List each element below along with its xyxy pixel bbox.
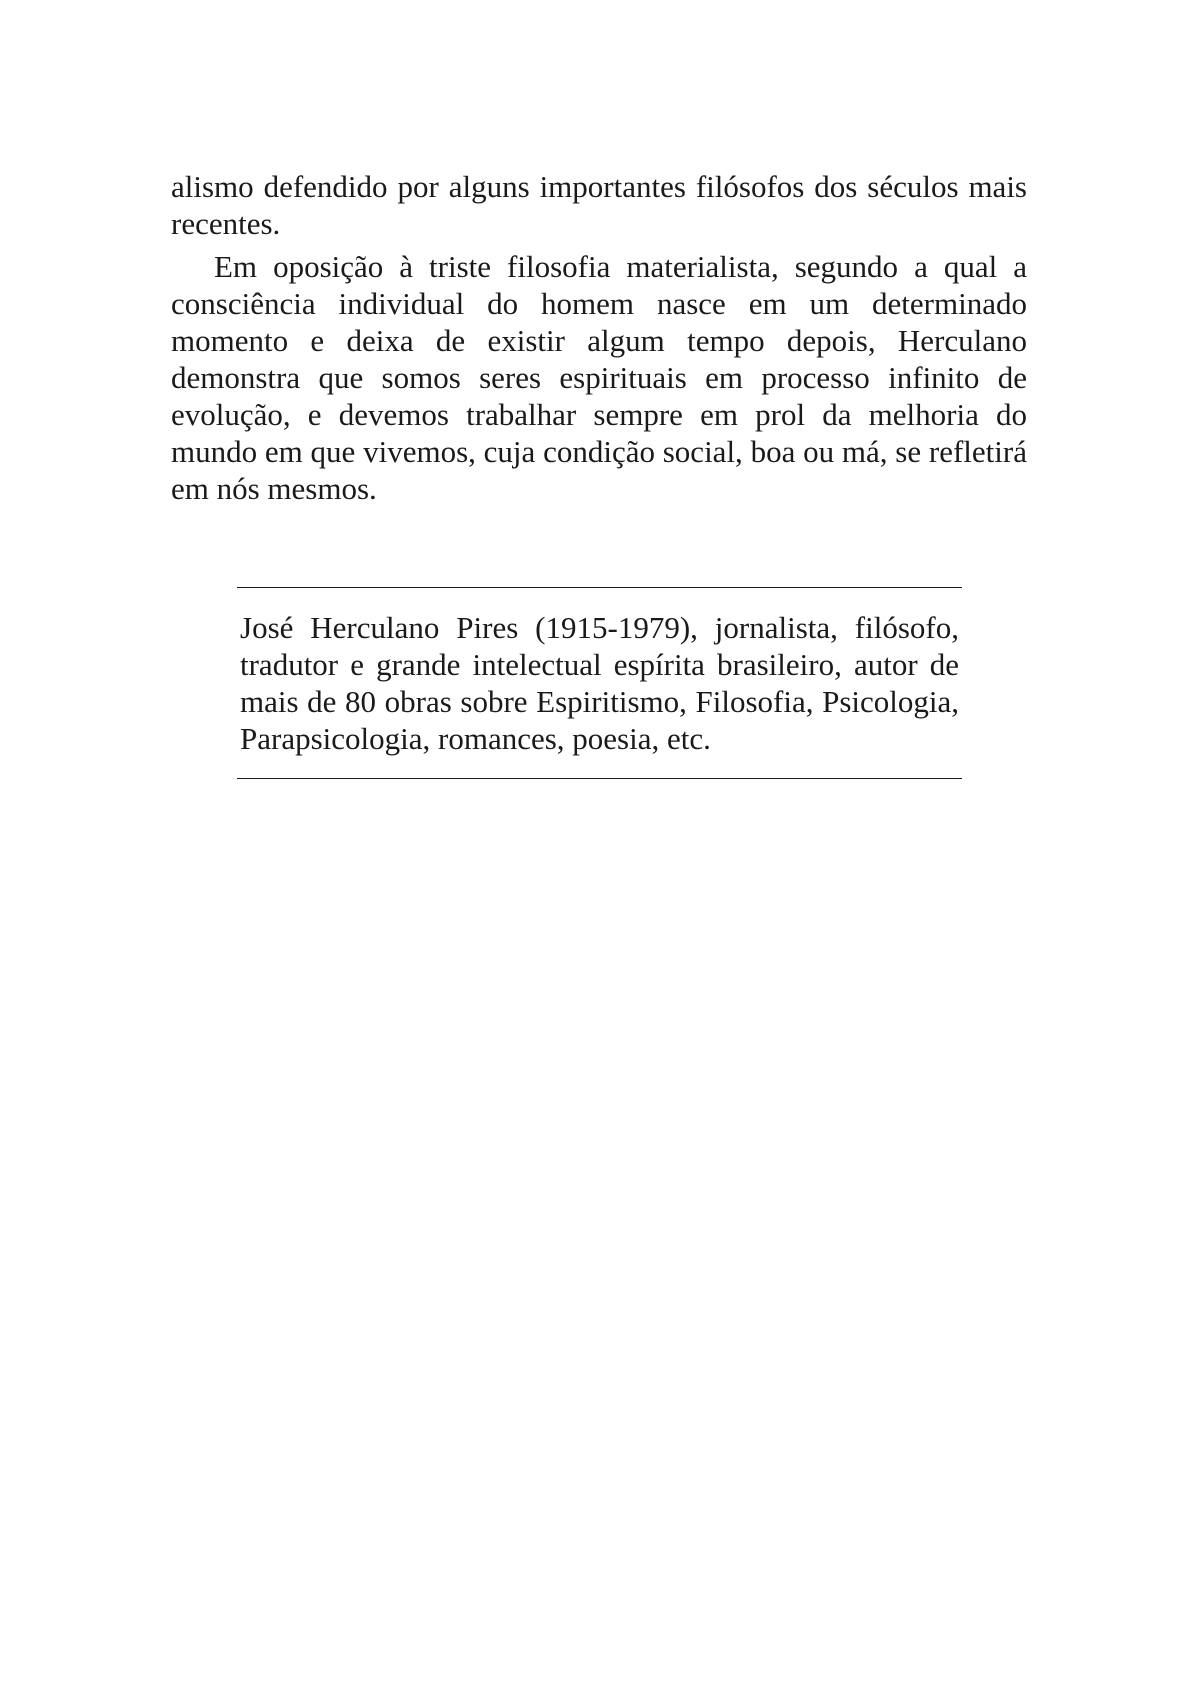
author-bio-box [237, 587, 962, 779]
body-text [171, 168, 1027, 507]
paragraph-continuation: alismo defendido por alguns importantes filósofos dos séculos mais recentes. [171, 169, 1027, 241]
paragraph-main: Em oposição à triste filosofia materialista, segundo a qual a consciência individual do homem nasce em um determinado momento e deixa de existir algum tempo depois, Herculano demonstra que somos seres espirituais em processo infinito de evolução, e devemos trabalhar sempre em prol da melhoria do mundo em que vivemos, cuja condição social, boa ou má, se refletirá em nós mesmos. [171, 249, 1027, 506]
author-bio-text: José Herculano Pires (1915-1979), jornalista, filósofo, tradutor e grande intelectual espírita brasileiro, autor de mais de 80 obras sobre Espiritismo, Filosofia, Psicologia, Parapsicologia, romances, poesia, etc. [240, 610, 959, 756]
